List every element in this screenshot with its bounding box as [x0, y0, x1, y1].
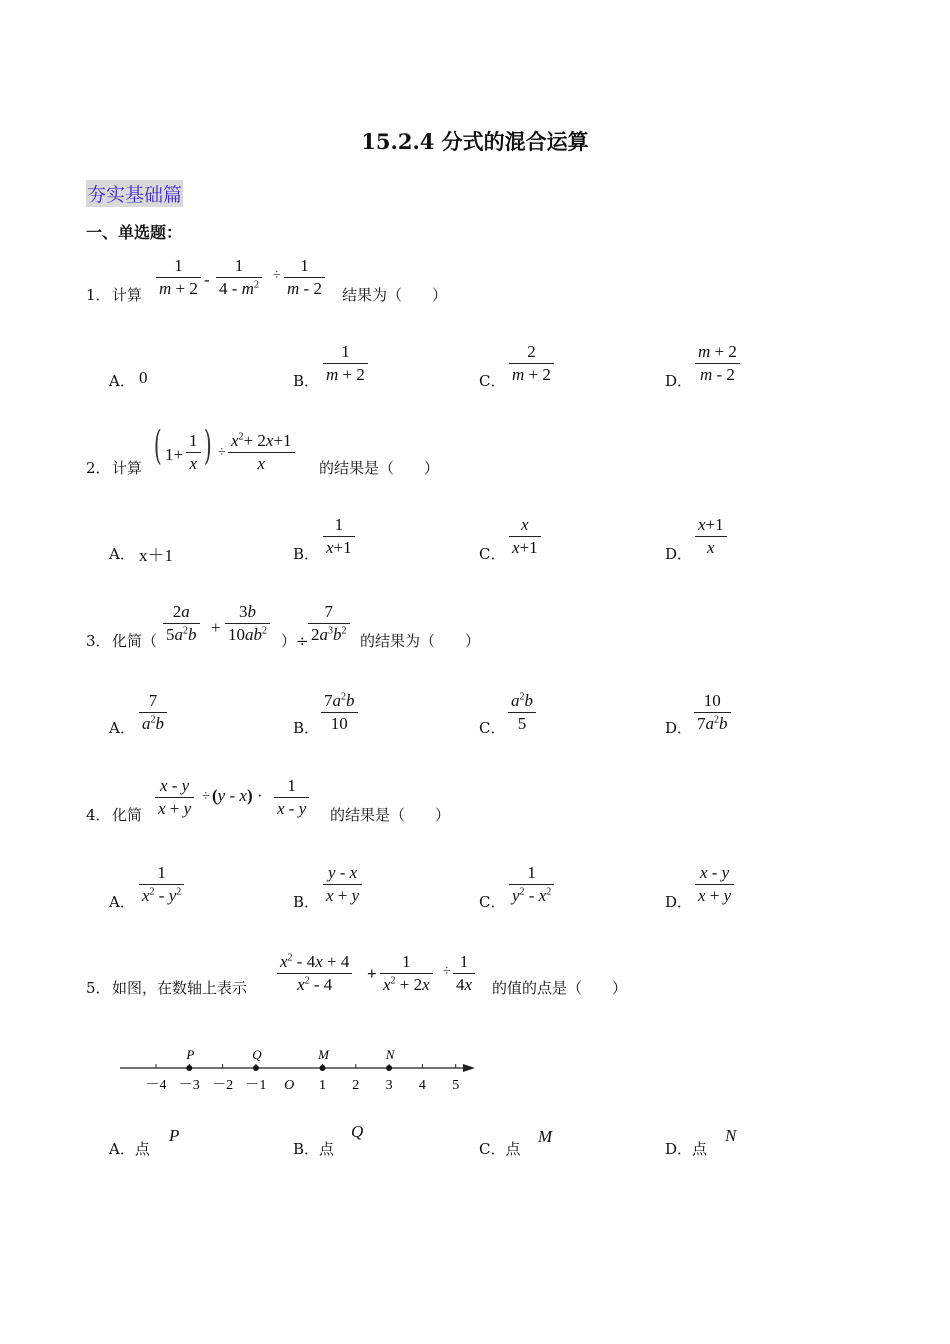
tick-label: 2	[352, 1078, 360, 1093]
question-number: 2．	[86, 459, 111, 477]
tick-label: －1	[245, 1078, 267, 1093]
option-a[interactable]: A．	[109, 372, 135, 390]
fraction: 2a $5a^2b$	[163, 601, 200, 646]
fraction: 1 m - 2	[284, 255, 325, 300]
question-suffix: 的结果是（ ）	[319, 459, 440, 477]
point-N	[386, 1065, 392, 1071]
option-b[interactable]: B．	[293, 372, 320, 390]
option-a-value: 1 $x^2 - y^2$	[139, 862, 184, 907]
question-suffix: 的值的点是（ ）	[492, 979, 628, 997]
option-a[interactable]: A．	[109, 545, 135, 563]
question-number: 1．	[86, 286, 111, 304]
question-prompt: 化简	[112, 806, 143, 824]
point-label-M: M	[318, 1047, 329, 1062]
option-d-value: x+1 x	[695, 514, 727, 559]
option-d[interactable]: D．	[665, 719, 693, 737]
question-number: 4．	[86, 806, 111, 824]
tick-label: 3	[385, 1078, 393, 1093]
tick-label: 5	[452, 1078, 460, 1093]
option-d[interactable]: D．	[665, 893, 693, 911]
option-c-value: 1 $y^2 - x^2$	[509, 862, 554, 907]
option-c[interactable]: C．	[479, 893, 506, 911]
question-prompt: 如图，在数轴上表示	[112, 979, 248, 997]
option-b[interactable]: B．	[293, 545, 320, 563]
arrow-icon	[463, 1064, 475, 1072]
fraction: 3b $10ab^2$	[225, 601, 270, 646]
option-a-value: 7 $a^2b$	[139, 690, 167, 735]
fraction: 1 $x^2 + 2x$	[380, 951, 433, 996]
question-suffix: 的结果为（ ）	[360, 632, 481, 650]
option-b-value: y - x x + y	[323, 862, 362, 907]
number-line	[115, 1040, 485, 1100]
point-label-P: P	[186, 1047, 195, 1062]
tick-label: －3	[178, 1078, 200, 1093]
question-suffix: 结果为（ ）	[342, 286, 448, 304]
question-prompt: 计算	[112, 459, 143, 477]
point-Q	[253, 1065, 259, 1071]
option-b[interactable]: B．点	[293, 1140, 335, 1158]
option-a[interactable]: A．	[109, 893, 135, 911]
option-d[interactable]: D．点	[665, 1140, 708, 1158]
section-heading: 夯实基础篇	[86, 180, 183, 207]
question-prompt: 化简（	[112, 632, 158, 650]
point-label-Q: Q	[252, 1047, 262, 1062]
option-b[interactable]: B．	[293, 893, 320, 911]
question-suffix: 的结果是（ ）	[330, 806, 451, 824]
option-b[interactable]: B．	[293, 719, 320, 737]
option-d-value: 10 $7a^2b$	[694, 690, 731, 735]
fraction: $x^2 - 4x + 4$ $x^2 - 4$	[277, 951, 352, 996]
fraction: 1 x - y	[274, 775, 309, 820]
question-number: 5．	[86, 979, 111, 997]
fraction: $x^2+ 2x+1$ x	[228, 430, 295, 475]
tick-label: O	[284, 1078, 295, 1093]
fraction: x - y x + y	[155, 775, 194, 820]
tick-label: －2	[212, 1078, 234, 1093]
question-number: 3．	[86, 632, 111, 650]
option-b-value: 1 m + 2	[323, 341, 368, 386]
tick-label: 1	[319, 1078, 326, 1093]
option-c-value: $a^2b$ 5	[508, 690, 536, 735]
option-d-value: x - y x + y	[695, 862, 734, 907]
tick-label: －4	[145, 1078, 167, 1093]
point-M	[320, 1065, 326, 1071]
option-a[interactable]: A．点	[109, 1140, 150, 1158]
option-c[interactable]: C．点	[479, 1140, 521, 1158]
fraction: 1 4x	[453, 951, 475, 996]
option-a[interactable]: A．	[109, 719, 135, 737]
option-c-value: x x+1	[509, 514, 541, 559]
fraction: 1 $4 - m^2$	[216, 255, 262, 300]
question-type-heading: 一、单选题：	[86, 223, 183, 242]
option-c[interactable]: C．	[479, 719, 506, 737]
question-prompt: 计算	[112, 286, 143, 304]
tick-label: 4	[418, 1078, 426, 1093]
option-c[interactable]: C．	[479, 545, 506, 563]
page-title: 15.2.4 分式的混合运算	[361, 129, 589, 154]
option-d[interactable]: D．	[665, 372, 693, 390]
option-b-value: $7a^2b$ 10	[321, 690, 358, 735]
point-label-N: N	[385, 1047, 395, 1062]
option-c[interactable]: C．	[479, 372, 506, 390]
point-P	[186, 1065, 192, 1071]
fraction: 1 m + 2	[156, 255, 201, 300]
option-d[interactable]: D．	[665, 545, 693, 563]
fraction: 1 x	[186, 430, 201, 475]
option-b-value: 1 x+1	[323, 514, 355, 559]
fraction: 7 $2a^3b^2$	[308, 601, 350, 646]
option-c-value: 2 m + 2	[509, 341, 554, 386]
option-d-value: m + 2 m - 2	[695, 341, 740, 386]
